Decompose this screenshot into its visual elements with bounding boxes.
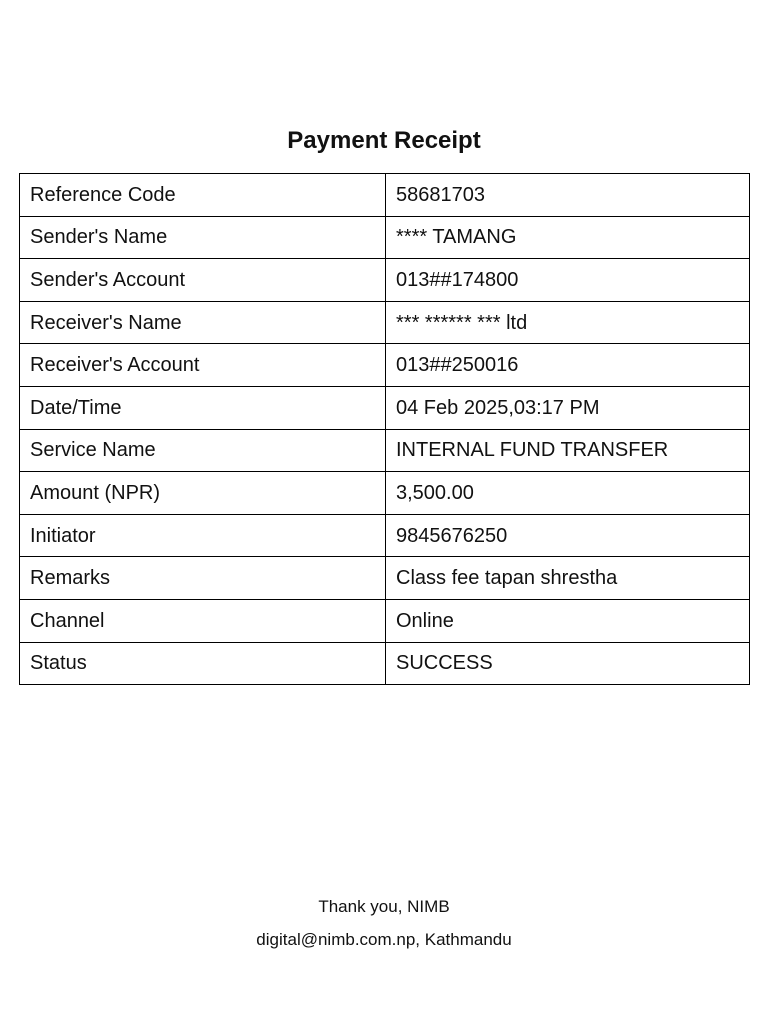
table-row — [20, 344, 750, 387]
row-label: Amount (NPR) — [20, 472, 386, 515]
table-row — [20, 642, 750, 685]
row-value: 013##250016 — [386, 344, 750, 387]
table-row — [20, 301, 750, 344]
row-value: Online — [386, 599, 750, 642]
row-label: Channel — [20, 599, 386, 642]
table-row — [20, 216, 750, 259]
table-row — [20, 429, 750, 472]
row-label: Remarks — [20, 557, 386, 600]
table-row — [20, 557, 750, 600]
row-value status-value: SUCCESS — [386, 642, 750, 685]
table-row — [20, 472, 750, 515]
row-value: *** ****** *** ltd — [386, 301, 750, 344]
table-row — [20, 259, 750, 302]
row-label: Date/Time — [20, 386, 386, 429]
page-title: Payment Receipt — [287, 127, 481, 154]
row-label: Reference Code — [20, 174, 386, 217]
row-label: Status — [20, 642, 386, 685]
row-value: INTERNAL FUND TRANSFER — [386, 429, 750, 472]
row-value: 013##174800 — [386, 259, 750, 302]
row-value: 3,500.00 — [386, 472, 750, 515]
row-label: Sender's Name — [20, 216, 386, 259]
table-row — [20, 514, 750, 557]
receipt-table — [19, 173, 750, 685]
footer-thanks: Thank you, NIMB — [318, 897, 450, 916]
row-value: 04 Feb 2025,03:17 PM — [386, 386, 750, 429]
row-label: Sender's Account — [20, 259, 386, 302]
row-value: Class fee tapan shrestha — [386, 557, 750, 600]
table-row — [20, 386, 750, 429]
row-label: Initiator — [20, 514, 386, 557]
table-row — [20, 174, 750, 217]
row-value: 58681703 — [386, 174, 750, 217]
row-label: Service Name — [20, 429, 386, 472]
table-row — [20, 599, 750, 642]
row-value: 9845676250 — [386, 514, 750, 557]
row-label: Receiver's Account — [20, 344, 386, 387]
row-label: Receiver's Name — [20, 301, 386, 344]
footer-contact: digital@nimb.com.np, Kathmandu — [256, 930, 512, 949]
row-value: **** TAMANG — [386, 216, 750, 259]
